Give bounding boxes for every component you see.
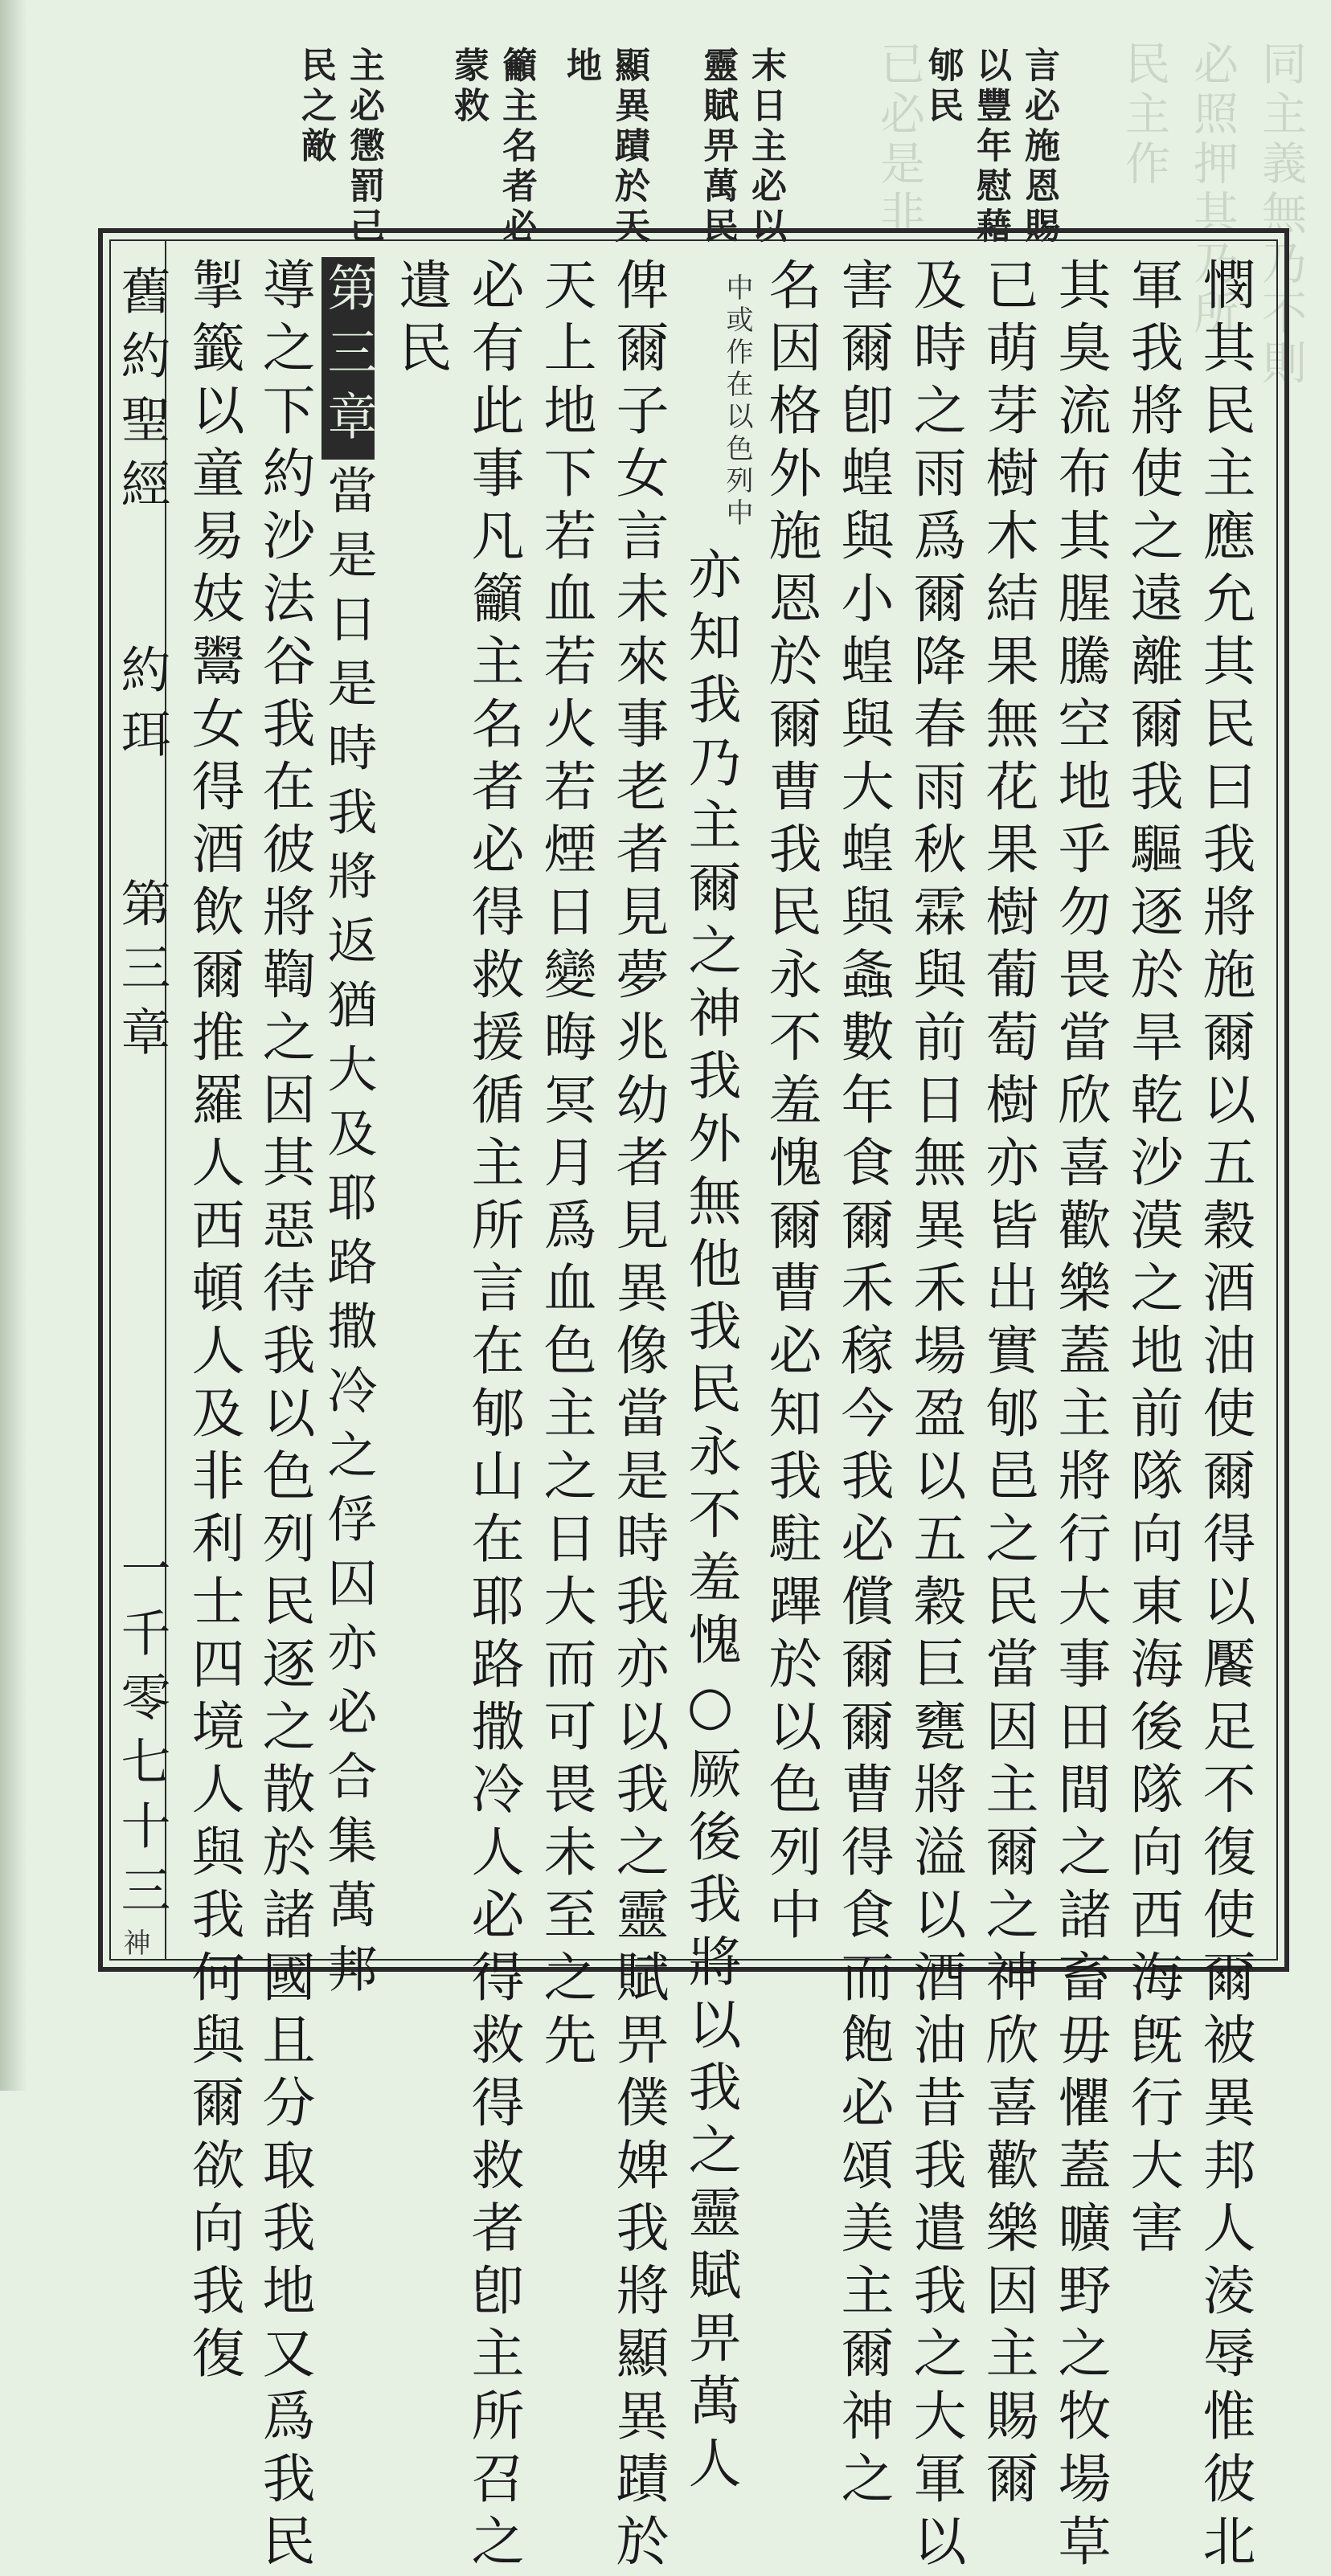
body-column: 遺民 (390, 257, 452, 382)
section-title: 約珥 (113, 644, 171, 772)
body-column: 憫其民主應允其民曰我將施爾以五穀酒油使爾得以饜足不復使爾被異邦人淩辱惟彼北 (1194, 257, 1255, 2576)
margin-note: 民之敵 (295, 47, 336, 167)
bleed-text: 同主義無乃不則 (1255, 40, 1307, 389)
body-column: 其臭流布其腥騰空地乎勿畏當欣喜歡樂蓋主將行大事田間之諸畜毋懼蓋曠野之牧場草 (1049, 257, 1111, 2576)
running-head (113, 265, 171, 1070)
body-column: 及時之雨爲爾降春雨秋霖與前日無異禾場盈以五穀巨甕將溢以酒油昔我遣我之大軍以 (904, 257, 966, 2576)
body-column: 軍我將使之遠離爾我驅逐於旱乾沙漠之地前隊向東海後隊向西海旣行大害 (1121, 257, 1183, 2263)
margin-note: 郇民 (922, 47, 963, 127)
bleed-text: 民主作 (1118, 40, 1170, 190)
margin-note: 顯異蹟於天 (608, 47, 649, 247)
margin-note: 地 (560, 47, 601, 87)
body-column: 俾爾子女言未來事老者見夢兆幼者見異像當是時我亦以我之靈賦畀僕婢我將顯異蹟於 (607, 257, 669, 2576)
body-column: 已萌芽樹木結果無花果樹葡萄樹亦皆出實郇邑之民當因主爾之神欣喜歡樂因主賜爾 (977, 257, 1038, 2513)
chapter-badge: 第三章 (321, 257, 375, 460)
note: 中或作在以色列中 (721, 273, 753, 530)
margin-note: 蒙救 (448, 47, 489, 127)
margin-note: 主必懲罰己 (343, 47, 384, 247)
book-title: 舊約聖經 (113, 265, 171, 522)
margin-note: 末日主必以 (745, 47, 786, 247)
bleed-text: 已必是非 (873, 40, 925, 239)
body-column: 亦知我乃主爾之神我外無他我民永不羞愧○厥後我將以我之靈賦畀萬人 (679, 546, 741, 2498)
spine-shadow (0, 0, 27, 2091)
chapter-text: 當是日是時我將返猶大及耶路撒冷之俘囚亦必合集萬邦 (319, 464, 378, 2007)
body-column: 天上地下若血若火若煙日變晦冥月爲血色主之日大而可畏未至之先 (534, 257, 596, 2075)
margin-note: 以豐年慰藉 (970, 47, 1011, 247)
chapter-label: 第三章 (113, 877, 171, 1070)
margin-note: 籲主名者必 (496, 47, 537, 247)
margin-note: 靈賦畀萬民 (697, 47, 738, 247)
page-number: 一千零七十三 (113, 1543, 171, 1928)
chapter-column (319, 257, 378, 2007)
bleed-text: 必照押其乃所 (1186, 40, 1239, 339)
body-column: 必有此事凡籲主名者必得救援循主所言在郇山在耶路撒冷人必得救得救者卽主所召之 (462, 257, 524, 2576)
margin-note: 言必施恩賜 (1018, 47, 1059, 247)
body-column: 導之下約沙法谷我在彼將鞫之因其惡待我以色列民逐之散於諸國且分取我地又爲我民 (253, 257, 315, 2576)
body-column: 害爾卽蝗與小蝗與大蝗與螽數年食爾禾稼今我必償爾爾曹得食而飽必頌美主爾神之 (832, 257, 894, 2513)
signature-mark: 神 (118, 1928, 150, 1961)
body-column: 名因格外施恩於爾曹我民永不羞愧爾曹必知我駐蹕於以色列中 (760, 257, 821, 1949)
body-column: 掣籤以童易妓鬻女得酒飲爾推羅人西頓人及非利士四境人與我何與爾欲向我復 (182, 257, 244, 2388)
